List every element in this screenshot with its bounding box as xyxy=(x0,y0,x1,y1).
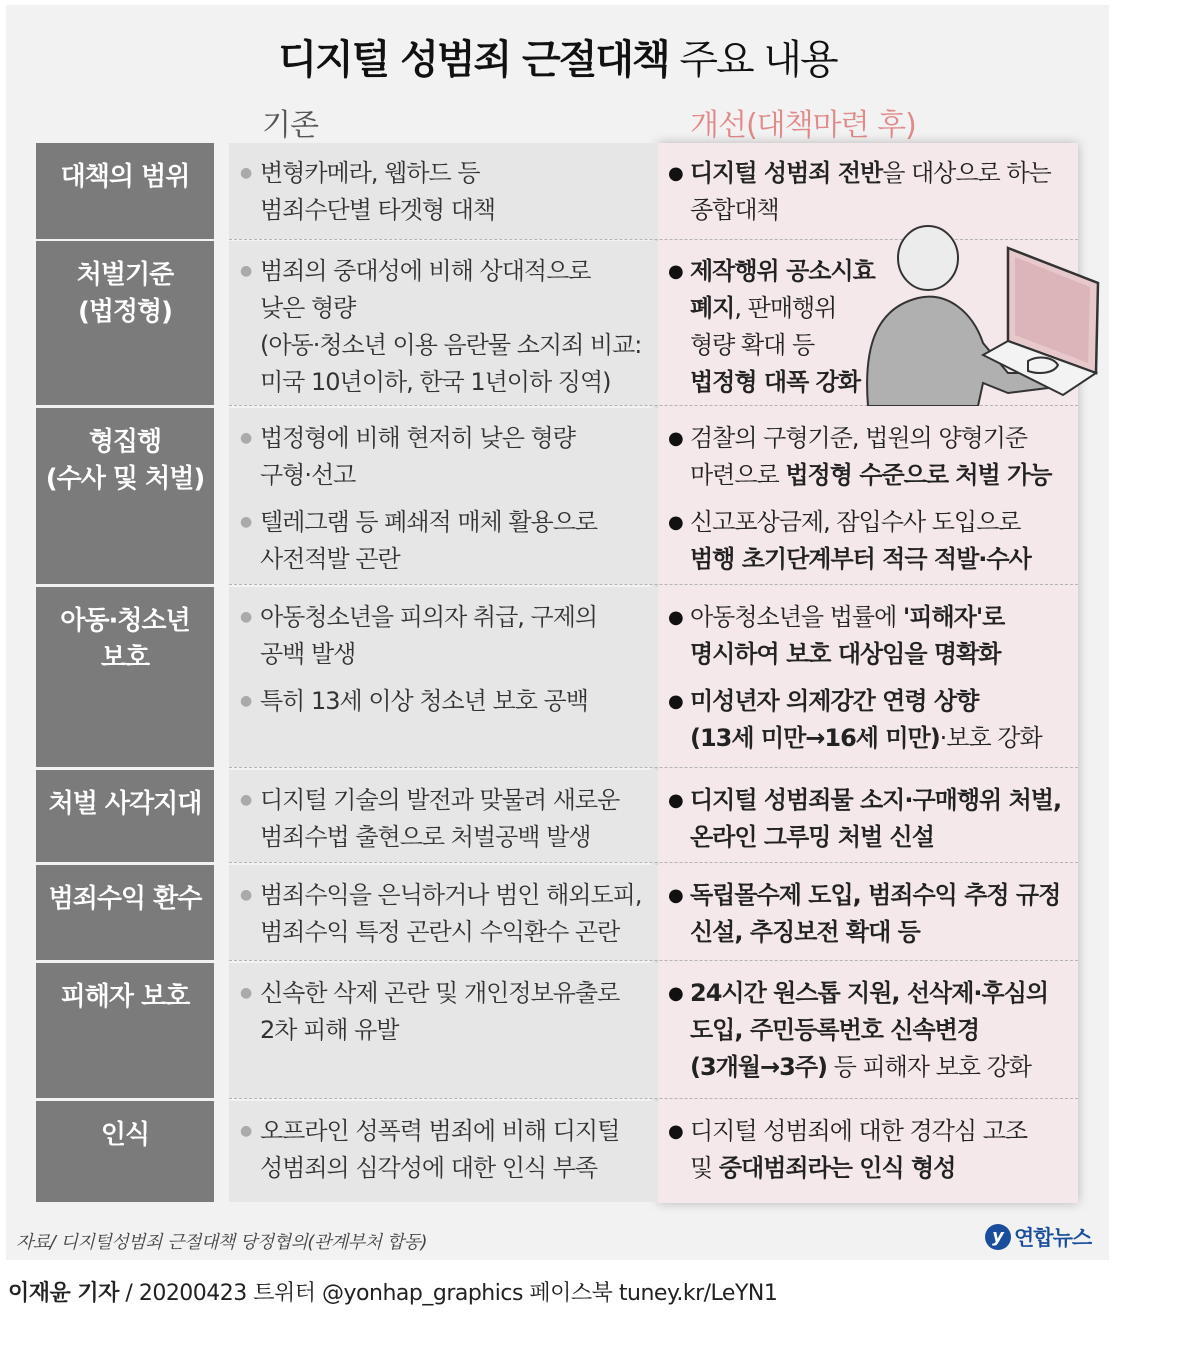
logo-name: 연합뉴스 xyxy=(1014,1226,1092,1250)
row-divider xyxy=(229,960,1078,961)
old-bullet xyxy=(238,683,658,720)
bullet-segment: 폐지 xyxy=(690,294,735,322)
category-line: 처벌 사각지대 xyxy=(48,789,202,819)
bullet-line: ● 오프라인 성폭력 범죄에 비해 디지털 xyxy=(260,1117,620,1145)
row-category xyxy=(36,1101,214,1202)
bullet-line xyxy=(690,541,1078,578)
logo-mark: y xyxy=(985,1224,1011,1250)
new-bullet xyxy=(668,782,1078,856)
row-divider xyxy=(229,584,1078,585)
bullet-segment: 아동청소년을 법률에 xyxy=(690,603,903,631)
bullet-line xyxy=(690,457,1078,494)
row-category xyxy=(36,408,214,584)
bullet-segment: 도입, 주민등록번호 신속변경 xyxy=(690,1016,980,1044)
bullet-segment: 종합대책 xyxy=(690,196,779,224)
new-bullet xyxy=(668,877,1078,951)
category-line: 피해자 보호 xyxy=(60,982,190,1012)
bullet-segment: 신고포상금제, 잠입수사 도입으로 xyxy=(690,508,1021,536)
new-bullet xyxy=(668,155,1078,229)
new-bullet xyxy=(668,599,1078,673)
new-bullet xyxy=(668,975,1078,1086)
category-line: (수사 및 처벌) xyxy=(45,464,205,494)
bullet-line: 범죄수법 출현으로 처벌공백 발생 xyxy=(260,823,591,851)
bullet-line: 성범죄의 심각성에 대한 인식 부족 xyxy=(260,1154,598,1182)
bullet-line: ● 변형카메라, 웹하드 등 xyxy=(260,159,480,187)
bullet-segment: 및 xyxy=(690,1154,719,1182)
bullet-segment: '피해자'로 xyxy=(902,603,1005,631)
credit-reporter: 이재윤 기자 xyxy=(8,1281,119,1306)
bullet-line xyxy=(690,975,1078,1012)
column-header-old: 기존 xyxy=(262,108,318,143)
bullet-segment: 명시하여 보호 대상임을 명확화 xyxy=(690,640,1001,668)
new-bullet xyxy=(668,420,1078,494)
bullet-line xyxy=(690,599,1078,636)
category-line: 형집행 xyxy=(88,427,162,457)
bullet-segment: 디지털 성범죄 전반 xyxy=(690,159,883,187)
credit-details: / 20200423 트위터 @yonhap_graphics 페이스북 tuney.kr/LeYN1 xyxy=(118,1281,778,1306)
bullet-line: 구형·선고 xyxy=(260,461,356,489)
row-divider xyxy=(229,862,1078,863)
bullet-segment: (13세 미만→16세 미만) xyxy=(690,724,940,752)
bullet-segment: 온라인 그루밍 처벌 신설 xyxy=(690,823,934,851)
old-bullet xyxy=(238,253,658,401)
bullet-line xyxy=(690,683,1078,720)
table-row xyxy=(36,963,1078,1099)
bullet-line xyxy=(690,1150,1078,1187)
category-line: 아동·청소년 xyxy=(60,606,190,636)
bullet-segment: 신설, 추징보전 확대 등 xyxy=(690,918,920,946)
page-title xyxy=(0,28,1115,85)
bullet-segment: 법정형 대폭 강화 xyxy=(690,368,860,396)
bullet-segment: 독립몰수제 도입, 범죄수익 추정 규정 xyxy=(690,881,1061,909)
old-bullet xyxy=(238,155,658,229)
table-row xyxy=(36,587,1078,768)
bullet-line xyxy=(690,1113,1078,1150)
new-bullet xyxy=(668,1113,1078,1187)
bullet-segment: 제작행위 공소시효 xyxy=(690,257,875,285)
bullet-segment: 디지털 성범죄물 소지·구매행위 처벌, xyxy=(690,786,1062,814)
bullet-line: 2차 피해 유발 xyxy=(260,1016,399,1044)
bullet-line xyxy=(690,914,1078,951)
bullet-segment: 중대범죄라는 인식 형성 xyxy=(718,1154,956,1182)
row-category xyxy=(36,241,214,405)
old-bullet xyxy=(238,599,658,673)
bullet-segment: , 판매행위 xyxy=(734,294,837,322)
bullet-segment: ·보호 강화 xyxy=(939,724,1042,752)
bullet-line xyxy=(690,720,1078,757)
row-category xyxy=(36,587,214,767)
bullet-line xyxy=(690,636,1078,673)
category-line: (법정형) xyxy=(77,297,173,327)
row-divider xyxy=(229,1098,1078,1099)
bullet-segment: 형량 확대 등 xyxy=(690,331,815,359)
category-line: 대책의 범위 xyxy=(60,162,190,192)
yonhap-logo xyxy=(985,1222,1091,1252)
bullet-line xyxy=(690,877,1078,914)
table-row xyxy=(36,770,1078,863)
bullet-line xyxy=(690,1049,1078,1086)
category-line: 범죄수익 환수 xyxy=(48,884,202,914)
bullet-segment: 법정형 수준으로 처벌 가능 xyxy=(785,461,1052,489)
old-bullet xyxy=(238,975,658,1049)
bullet-segment: 24시간 원스톱 지원, 선삭제·후심의 xyxy=(690,979,1049,1007)
bullet-segment: 검찰의 구형기준, 법원의 양형기준 xyxy=(690,424,1028,452)
bullet-line: 미국 10년이하, 한국 1년이하 징역) xyxy=(260,368,611,396)
bullet-line xyxy=(690,504,1078,541)
bullet-line xyxy=(690,1012,1078,1049)
bullet-line: ● 특히 13세 이상 청소년 보호 공백 xyxy=(260,687,588,715)
row-category xyxy=(36,770,214,862)
bullet-line: ● 아동청소년을 피의자 취급, 구제의 xyxy=(260,603,598,631)
category-line: 인식 xyxy=(100,1120,150,1150)
row-divider xyxy=(229,767,1078,768)
bullet-segment: (3개월→3주) xyxy=(690,1053,827,1081)
table-row xyxy=(36,865,1078,961)
bullet-line xyxy=(690,819,1078,856)
bullet-line: 공백 발생 xyxy=(260,640,356,668)
bullet-line: ● 디지털 기술의 발전과 맞물려 새로운 xyxy=(260,786,620,814)
bullet-line: 범죄수단별 타겟형 대책 xyxy=(260,196,496,224)
old-bullet xyxy=(238,420,658,494)
bullet-line: ● 법정형에 비해 현저히 낮은 형량 xyxy=(260,424,575,452)
bullet-line: 낮은 형량 xyxy=(260,294,356,322)
person-laptop-illustration xyxy=(858,223,1100,406)
bullet-segment: 등 피해자 보호 강화 xyxy=(827,1053,1031,1081)
table-row xyxy=(36,1101,1078,1203)
table-row xyxy=(36,408,1078,585)
bullet-line: ● 신속한 삭제 곤란 및 개인정보유출로 xyxy=(260,979,620,1007)
category-line: 처벌기준 xyxy=(76,260,174,290)
old-bullet xyxy=(238,782,658,856)
bullet-line: (아동·청소년 이용 음란물 소지죄 비교: xyxy=(260,331,642,359)
title-light: 주요 내용 xyxy=(679,37,837,83)
bullet-line xyxy=(690,155,1078,192)
column-header-new: 개선(대책마련 후) xyxy=(690,108,916,143)
new-bullet xyxy=(668,504,1078,578)
source-note: 자료/ 디지털성범죄 근절대책 당정협의(관계부처 합동) xyxy=(16,1232,428,1253)
old-bullet xyxy=(238,1113,658,1187)
row-category xyxy=(36,143,214,239)
bullet-line: 사전적발 곤란 xyxy=(260,545,400,573)
category-line: 보호 xyxy=(100,643,150,673)
bullet-line: 범죄수익 특정 곤란시 수익환수 곤란 xyxy=(260,918,620,946)
row-category xyxy=(36,865,214,960)
old-bullet xyxy=(238,877,658,951)
bullet-line: ● 범죄의 중대성에 비해 상대적으로 xyxy=(260,257,591,285)
bullet-segment: 을 대상으로 하는 xyxy=(882,159,1051,187)
bullet-segment: 마련으로 xyxy=(690,461,786,489)
bullet-line xyxy=(690,420,1078,457)
old-bullet xyxy=(238,504,658,578)
new-bullet xyxy=(668,683,1078,757)
row-category xyxy=(36,963,214,1098)
bullet-segment: 범행 초기단계부터 적극 적발·수사 xyxy=(690,545,1031,573)
bullet-segment: 미성년자 의제강간 연령 상향 xyxy=(690,687,979,715)
bullet-line: ● 텔레그램 등 폐쇄적 매체 활용으로 xyxy=(260,508,598,536)
bullet-line xyxy=(690,782,1078,819)
title-bold: 디지털 성범죄 근절대책 xyxy=(278,37,669,83)
credit-line xyxy=(8,1276,777,1307)
bullet-line: ● 범죄수익을 은닉하거나 범인 해외도피, xyxy=(260,881,642,909)
bullet-segment: 디지털 성범죄에 대한 경각심 고조 xyxy=(690,1117,1028,1145)
